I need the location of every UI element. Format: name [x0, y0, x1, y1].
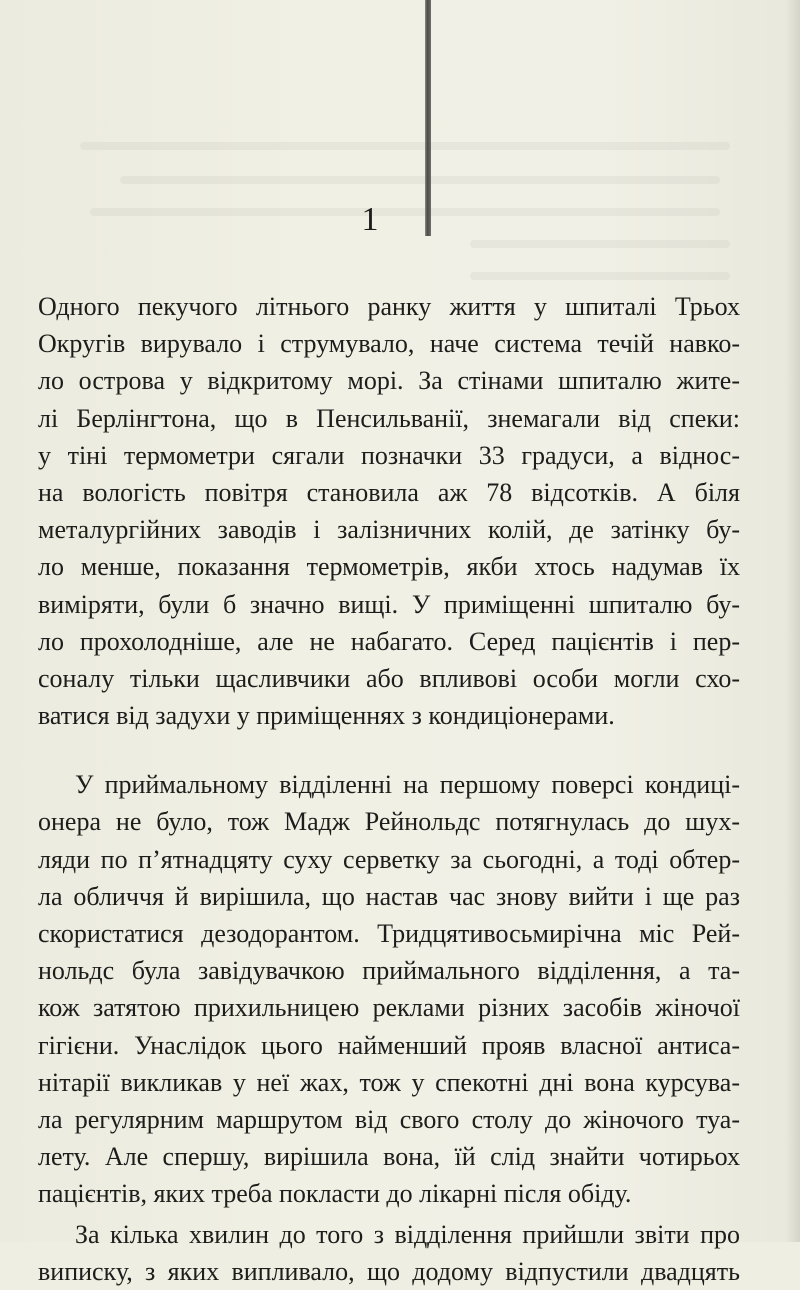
bleed-through-line — [120, 176, 720, 184]
text-line: соналу тільки щасливчики або впливові особи могли схо- — [38, 663, 740, 693]
text-line: ла регулярним маршрутом від свого столу до жіночого туа- — [38, 1104, 740, 1134]
text-line: гігієни. Унаслідок цього найменший прояв власної антиса- — [38, 1030, 740, 1060]
paragraph-1 — [38, 288, 740, 734]
text-line: лету. Але спершу, вирішила вона, їй слід знайти чотирьох — [38, 1142, 740, 1172]
bleed-through-line — [470, 272, 730, 280]
text-line: пацієнтів, яких треба покласти до лікарні після обіду. — [38, 1179, 632, 1209]
page-edge-shadow — [786, 0, 800, 1242]
text-line: ло острова у відкритому морі. За стінами шпиталю жите- — [38, 366, 740, 396]
text-line: металургійних заводів і залізничних колій, де затінку бу- — [38, 515, 740, 545]
body-text — [38, 288, 740, 1290]
paragraph-2 — [38, 766, 740, 1212]
text-line: на вологість повітря становила аж 78 відсотків. А біля — [38, 477, 740, 507]
text-line: За кілька хвилин до того з відділення прийшли звіти про — [75, 1219, 740, 1249]
text-line: Одного пекучого літнього ранку життя у шпиталі Трьох — [38, 292, 740, 321]
text-line: ло прохолодніше, але не набагато. Серед пацієнтів і пер- — [38, 626, 740, 656]
text-line: виміряти, були б значно вищі. У приміщенні шпиталю бу- — [38, 589, 740, 619]
text-line: виписку, з яких випливало, що додому відпустили двадцять — [38, 1256, 740, 1286]
text-line: ляди по п’ятнадцяту суху серветку за сьогодні, а тоді обтер- — [38, 844, 740, 874]
chapter-number: 1 — [361, 201, 379, 238]
text-line: Округів вирувало і струмувало, наче система течій навко- — [38, 329, 740, 359]
text-line: ла обличчя й вирішила, що настав час знову вийти і ще раз — [38, 881, 740, 911]
paragraph-3 — [38, 1216, 740, 1290]
text-line: у тіні термометри сягали позначки 33 градуси, а віднос- — [38, 440, 740, 470]
text-line: скористатися дезодорантом. Тридцятивосьмирічна міс Рей- — [38, 919, 740, 948]
text-line: нольдс була завідувачкою приймального відділення, а та- — [38, 956, 740, 986]
text-line: онера не було, тож Мадж Рейнольдс потягнулась до шух- — [38, 807, 740, 837]
text-line: лі Берлінгтона, що в Пенсильванії, знемагали від спеки: — [38, 403, 740, 433]
text-line: ло менше, показання термометрів, якби хтось надумав їх — [38, 552, 740, 582]
bleed-through-line — [80, 142, 730, 150]
text-line: кож затятою прихильницею реклами різних засобів жіночої — [38, 993, 740, 1023]
text-line: нітарії викликав у неї жах, тож у спекотні дні вона курсува- — [38, 1067, 740, 1097]
text-line: У приймальному відділенні на першому поверсі кондиці- — [75, 770, 740, 800]
paragraph-gap — [38, 734, 740, 766]
text-line: ватися від задухи у приміщеннях з кондиціонерами. — [38, 701, 615, 731]
